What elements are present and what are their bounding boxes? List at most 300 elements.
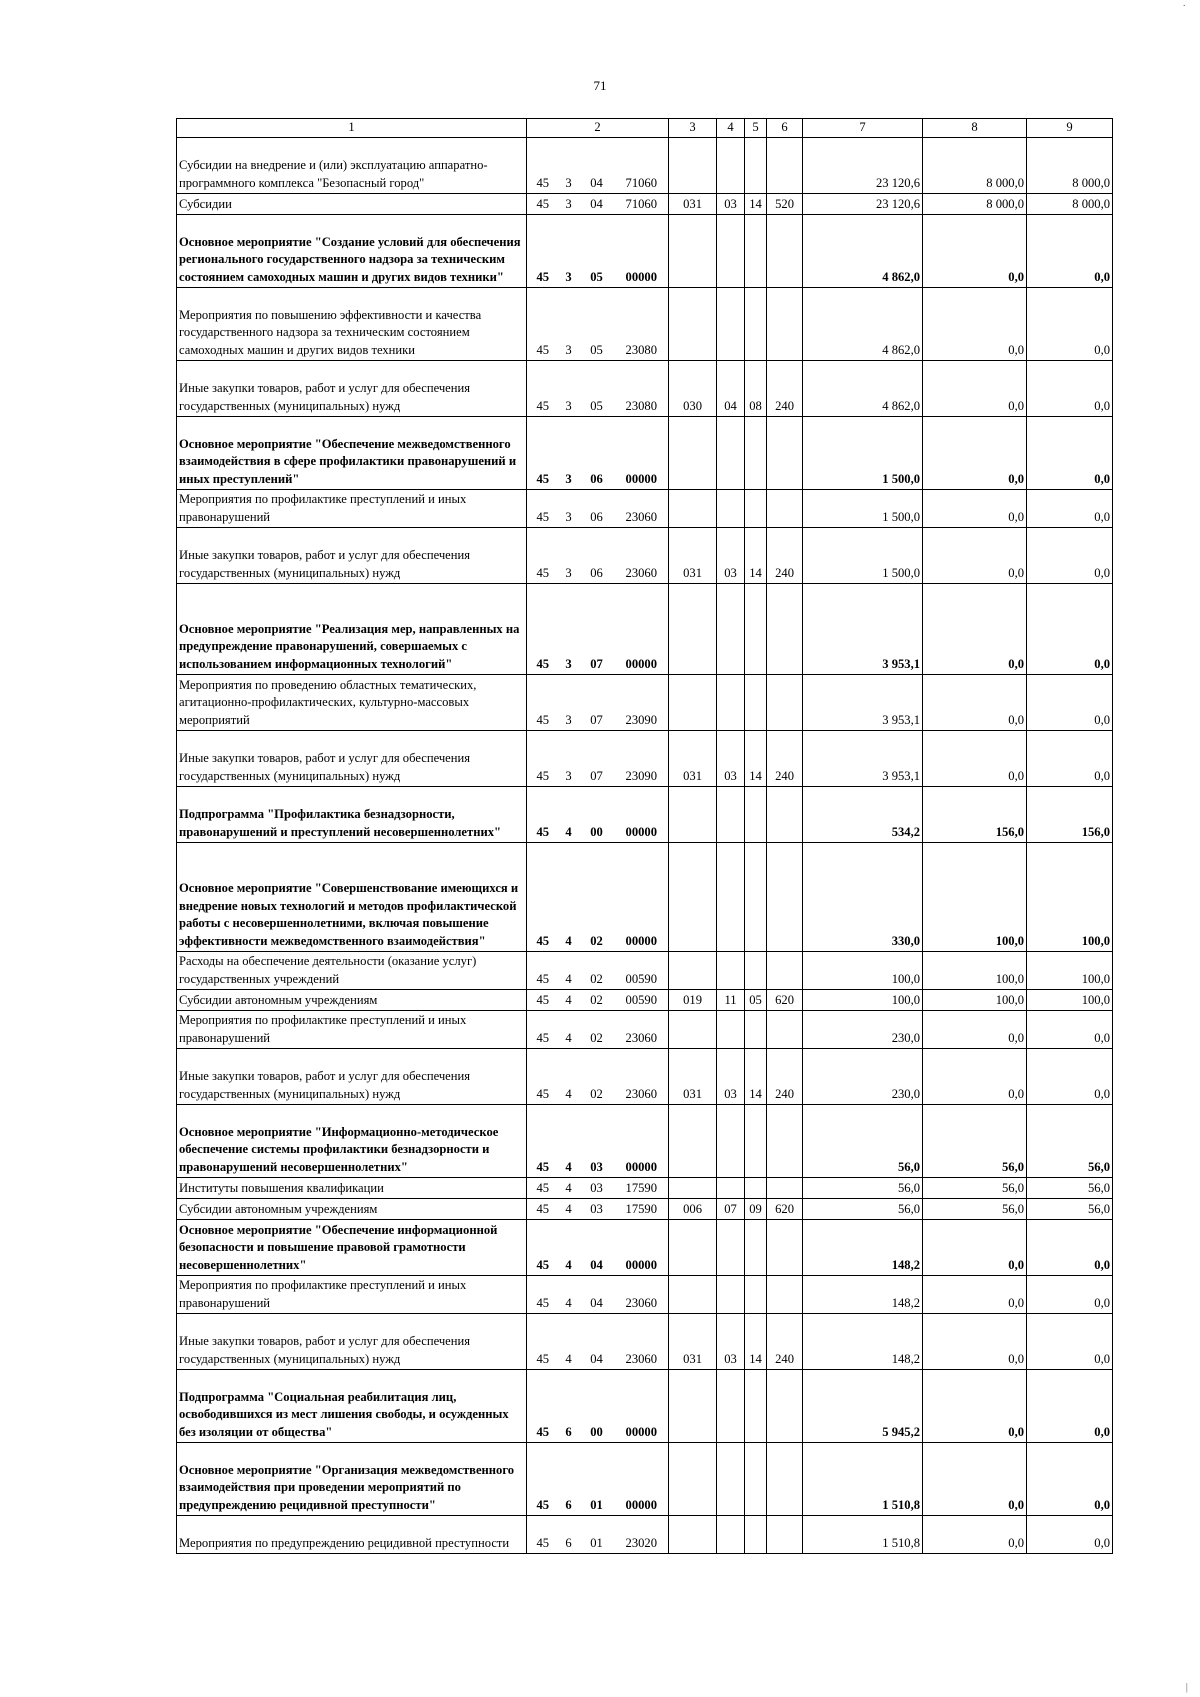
col-3-cell bbox=[669, 1010, 717, 1048]
header-cell: 2 bbox=[527, 119, 669, 138]
col-7-value: 23 120,6 bbox=[803, 193, 923, 214]
row-name: Основное мероприятие "Совершенствование имеющихся и внедрение новых технологий и методов профилактической работы с несовершеннолетними, включая повышение эффективности межведомственного взаимодействия" bbox=[177, 842, 527, 951]
col-9-value: 0,0 bbox=[1027, 1442, 1113, 1515]
col-6-cell bbox=[767, 842, 803, 951]
col-3-cell bbox=[669, 214, 717, 287]
code-program-cell: 45 bbox=[527, 989, 559, 1010]
col-5-cell bbox=[745, 583, 767, 674]
table-row bbox=[177, 583, 1113, 674]
col-6-cell: 240 bbox=[767, 1048, 803, 1104]
code-direction-cell: 00000 bbox=[615, 842, 669, 951]
col-7-value: 23 120,6 bbox=[803, 137, 923, 193]
code-event-cell: 06 bbox=[579, 416, 615, 489]
col-7-value: 5 945,2 bbox=[803, 1369, 923, 1442]
table-row bbox=[177, 193, 1113, 214]
code-program-cell: 45 bbox=[527, 1515, 559, 1553]
code-direction-cell: 00000 bbox=[615, 1104, 669, 1177]
col-3-cell bbox=[669, 1442, 717, 1515]
col-6-cell bbox=[767, 1515, 803, 1553]
table-row bbox=[177, 416, 1113, 489]
code-event-cell: 02 bbox=[579, 989, 615, 1010]
col-6-cell bbox=[767, 489, 803, 527]
row-name: Основное мероприятие "Обеспечение межведомственного взаимодействия в сфере профилактики правонарушений и иных преступлений" bbox=[177, 416, 527, 489]
col-4-cell bbox=[717, 1177, 745, 1198]
col-4-cell: 03 bbox=[717, 1313, 745, 1369]
col-6-cell bbox=[767, 1177, 803, 1198]
code-subprogram-cell: 4 bbox=[559, 951, 579, 989]
code-program-cell: 45 bbox=[527, 1275, 559, 1313]
col-5-cell bbox=[745, 214, 767, 287]
col-4-cell: 04 bbox=[717, 360, 745, 416]
table-row bbox=[177, 674, 1113, 730]
col-7-value: 4 862,0 bbox=[803, 360, 923, 416]
table-row bbox=[177, 1369, 1113, 1442]
col-4-cell bbox=[717, 583, 745, 674]
table-row bbox=[177, 1177, 1113, 1198]
col-3-cell: 031 bbox=[669, 527, 717, 583]
col-9-value: 56,0 bbox=[1027, 1198, 1113, 1219]
row-name: Иные закупки товаров, работ и услуг для обеспечения государственных (муниципальных) нужд bbox=[177, 527, 527, 583]
col-9-value: 0,0 bbox=[1027, 1275, 1113, 1313]
header-cell: 5 bbox=[745, 119, 767, 138]
table-row bbox=[177, 1442, 1113, 1515]
col-9-value: 0,0 bbox=[1027, 527, 1113, 583]
code-subprogram-cell: 3 bbox=[559, 489, 579, 527]
header-cell: 6 bbox=[767, 119, 803, 138]
code-event-cell: 03 bbox=[579, 1198, 615, 1219]
row-name: Мероприятия по повышению эффективности и качества государственного надзора за техническим состоянием самоходных машин и других видов техники bbox=[177, 287, 527, 360]
col-4-cell bbox=[717, 1275, 745, 1313]
header-cell: 1 bbox=[177, 119, 527, 138]
code-subprogram-cell: 3 bbox=[559, 730, 579, 786]
row-name: Институты повышения квалификации bbox=[177, 1177, 527, 1198]
col-5-cell bbox=[745, 1442, 767, 1515]
code-direction-cell: 00000 bbox=[615, 1369, 669, 1442]
col-4-cell bbox=[717, 1010, 745, 1048]
row-name: Мероприятия по проведению областных тематических, агитационно-профилактических, культурно-массовых мероприятий bbox=[177, 674, 527, 730]
code-event-cell: 07 bbox=[579, 583, 615, 674]
col-3-cell bbox=[669, 1177, 717, 1198]
code-direction-cell: 00000 bbox=[615, 214, 669, 287]
col-3-cell: 030 bbox=[669, 360, 717, 416]
col-7-value: 100,0 bbox=[803, 989, 923, 1010]
table-row bbox=[177, 989, 1113, 1010]
code-event-cell: 00 bbox=[579, 786, 615, 842]
header-cell: 8 bbox=[923, 119, 1027, 138]
code-event-cell: 04 bbox=[579, 193, 615, 214]
row-name: Иные закупки товаров, работ и услуг для обеспечения государственных (муниципальных) нужд bbox=[177, 1313, 527, 1369]
code-direction-cell: 23060 bbox=[615, 1010, 669, 1048]
col-3-cell bbox=[669, 489, 717, 527]
col-7-value: 56,0 bbox=[803, 1177, 923, 1198]
code-direction-cell: 00000 bbox=[615, 583, 669, 674]
table-row bbox=[177, 527, 1113, 583]
table-body bbox=[177, 119, 1113, 1554]
col-6-cell bbox=[767, 674, 803, 730]
col-7-value: 230,0 bbox=[803, 1048, 923, 1104]
col-8-value: 0,0 bbox=[923, 1515, 1027, 1553]
col-9-value: 100,0 bbox=[1027, 989, 1113, 1010]
col-6-cell bbox=[767, 1369, 803, 1442]
col-8-value: 100,0 bbox=[923, 989, 1027, 1010]
col-7-value: 56,0 bbox=[803, 1104, 923, 1177]
col-8-value: 8 000,0 bbox=[923, 137, 1027, 193]
col-7-value: 100,0 bbox=[803, 951, 923, 989]
col-3-cell bbox=[669, 786, 717, 842]
col-3-cell: 019 bbox=[669, 989, 717, 1010]
code-program-cell: 45 bbox=[527, 1048, 559, 1104]
row-name: Основное мероприятие "Обеспечение информационной безопасности и повышение правовой грамотности несовершеннолетних" bbox=[177, 1219, 527, 1275]
col-8-value: 56,0 bbox=[923, 1177, 1027, 1198]
col-5-cell bbox=[745, 786, 767, 842]
col-3-cell bbox=[669, 1275, 717, 1313]
col-7-value: 1 500,0 bbox=[803, 527, 923, 583]
col-3-cell bbox=[669, 583, 717, 674]
row-name: Мероприятия по профилактике преступлений и иных правонарушений bbox=[177, 1275, 527, 1313]
col-6-cell: 240 bbox=[767, 360, 803, 416]
table-row bbox=[177, 1104, 1113, 1177]
table-row bbox=[177, 786, 1113, 842]
col-5-cell bbox=[745, 842, 767, 951]
col-8-value: 0,0 bbox=[923, 730, 1027, 786]
col-6-cell bbox=[767, 1010, 803, 1048]
row-name: Мероприятия по профилактике преступлений и иных правонарушений bbox=[177, 489, 527, 527]
col-8-value: 0,0 bbox=[923, 1442, 1027, 1515]
col-6-cell bbox=[767, 1219, 803, 1275]
code-event-cell: 01 bbox=[579, 1515, 615, 1553]
col-6-cell: 620 bbox=[767, 1198, 803, 1219]
col-3-cell bbox=[669, 287, 717, 360]
code-event-cell: 04 bbox=[579, 1219, 615, 1275]
code-subprogram-cell: 4 bbox=[559, 1219, 579, 1275]
col-3-cell bbox=[669, 1369, 717, 1442]
code-subprogram-cell: 3 bbox=[559, 214, 579, 287]
col-5-cell: 08 bbox=[745, 360, 767, 416]
table-row bbox=[177, 1275, 1113, 1313]
table-row bbox=[177, 1198, 1113, 1219]
code-direction-cell: 00590 bbox=[615, 989, 669, 1010]
col-9-value: 0,0 bbox=[1027, 1515, 1113, 1553]
col-4-cell bbox=[717, 214, 745, 287]
col-4-cell bbox=[717, 1442, 745, 1515]
col-7-value: 230,0 bbox=[803, 1010, 923, 1048]
code-subprogram-cell: 4 bbox=[559, 842, 579, 951]
row-name: Основное мероприятие "Информационно-методическое обеспечение системы профилактики безнадзорности и правонарушений несовершеннолетних" bbox=[177, 1104, 527, 1177]
row-name: Подпрограмма "Социальная реабилитация лиц, освободившихся из мест лишения свободы, и осужденных без изоляции от общества" bbox=[177, 1369, 527, 1442]
col-5-cell bbox=[745, 489, 767, 527]
code-program-cell: 45 bbox=[527, 1219, 559, 1275]
col-5-cell bbox=[745, 951, 767, 989]
table-row bbox=[177, 489, 1113, 527]
col-9-value: 0,0 bbox=[1027, 214, 1113, 287]
col-8-value: 0,0 bbox=[923, 1219, 1027, 1275]
col-6-cell: 240 bbox=[767, 1313, 803, 1369]
col-7-value: 1 510,8 bbox=[803, 1442, 923, 1515]
col-8-value: 0,0 bbox=[923, 1369, 1027, 1442]
col-5-cell bbox=[745, 137, 767, 193]
header-cell: 3 bbox=[669, 119, 717, 138]
col-8-value: 56,0 bbox=[923, 1104, 1027, 1177]
col-6-cell bbox=[767, 786, 803, 842]
col-7-value: 148,2 bbox=[803, 1313, 923, 1369]
col-5-cell bbox=[745, 1369, 767, 1442]
code-subprogram-cell: 4 bbox=[559, 1010, 579, 1048]
col-6-cell bbox=[767, 416, 803, 489]
col-8-value: 8 000,0 bbox=[923, 193, 1027, 214]
col-3-cell bbox=[669, 1515, 717, 1553]
col-4-cell: 07 bbox=[717, 1198, 745, 1219]
col-5-cell: 14 bbox=[745, 193, 767, 214]
col-5-cell bbox=[745, 1177, 767, 1198]
row-name: Мероприятия по предупреждению рецидивной преступности bbox=[177, 1515, 527, 1553]
code-event-cell: 03 bbox=[579, 1104, 615, 1177]
code-subprogram-cell: 4 bbox=[559, 1313, 579, 1369]
code-direction-cell: 23090 bbox=[615, 730, 669, 786]
col-6-cell bbox=[767, 951, 803, 989]
header-cell: 9 bbox=[1027, 119, 1113, 138]
col-5-cell bbox=[745, 1010, 767, 1048]
code-program-cell: 45 bbox=[527, 287, 559, 360]
code-subprogram-cell: 6 bbox=[559, 1515, 579, 1553]
code-subprogram-cell: 3 bbox=[559, 137, 579, 193]
col-9-value: 0,0 bbox=[1027, 1010, 1113, 1048]
code-event-cell: 06 bbox=[579, 527, 615, 583]
col-8-value: 156,0 bbox=[923, 786, 1027, 842]
table-row bbox=[177, 842, 1113, 951]
code-program-cell: 45 bbox=[527, 1177, 559, 1198]
col-3-cell: 031 bbox=[669, 1313, 717, 1369]
col-3-cell: 031 bbox=[669, 730, 717, 786]
col-4-cell: 03 bbox=[717, 1048, 745, 1104]
table-row bbox=[177, 137, 1113, 193]
code-event-cell: 05 bbox=[579, 214, 615, 287]
code-direction-cell: 23080 bbox=[615, 360, 669, 416]
col-4-cell bbox=[717, 1219, 745, 1275]
code-subprogram-cell: 3 bbox=[559, 416, 579, 489]
col-6-cell: 620 bbox=[767, 989, 803, 1010]
col-3-cell bbox=[669, 1104, 717, 1177]
code-program-cell: 45 bbox=[527, 730, 559, 786]
col-7-value: 330,0 bbox=[803, 842, 923, 951]
code-direction-cell: 00000 bbox=[615, 786, 669, 842]
col-4-cell bbox=[717, 951, 745, 989]
code-direction-cell: 17590 bbox=[615, 1198, 669, 1219]
code-direction-cell: 71060 bbox=[615, 137, 669, 193]
col-6-cell bbox=[767, 137, 803, 193]
col-8-value: 0,0 bbox=[923, 1275, 1027, 1313]
code-direction-cell: 23060 bbox=[615, 1048, 669, 1104]
code-direction-cell: 23090 bbox=[615, 674, 669, 730]
col-7-value: 1 500,0 bbox=[803, 489, 923, 527]
col-7-value: 3 953,1 bbox=[803, 583, 923, 674]
col-4-cell bbox=[717, 786, 745, 842]
col-7-value: 4 862,0 bbox=[803, 214, 923, 287]
code-program-cell: 45 bbox=[527, 1313, 559, 1369]
header-cell: 7 bbox=[803, 119, 923, 138]
col-9-value: 0,0 bbox=[1027, 416, 1113, 489]
code-direction-cell: 23020 bbox=[615, 1515, 669, 1553]
col-7-value: 56,0 bbox=[803, 1198, 923, 1219]
code-program-cell: 45 bbox=[527, 360, 559, 416]
code-program-cell: 45 bbox=[527, 786, 559, 842]
code-event-cell: 06 bbox=[579, 489, 615, 527]
col-9-value: 100,0 bbox=[1027, 842, 1113, 951]
code-event-cell: 01 bbox=[579, 1442, 615, 1515]
code-subprogram-cell: 4 bbox=[559, 1198, 579, 1219]
budget-table bbox=[176, 118, 1113, 1554]
col-4-cell bbox=[717, 416, 745, 489]
code-program-cell: 45 bbox=[527, 214, 559, 287]
code-program-cell: 45 bbox=[527, 1198, 559, 1219]
col-9-value: 56,0 bbox=[1027, 1104, 1113, 1177]
row-name: Мероприятия по профилактике преступлений и иных правонарушений bbox=[177, 1010, 527, 1048]
col-6-cell: 240 bbox=[767, 527, 803, 583]
code-subprogram-cell: 6 bbox=[559, 1442, 579, 1515]
col-8-value: 0,0 bbox=[923, 287, 1027, 360]
row-name: Расходы на обеспечение деятельности (оказание услуг) государственных учреждений bbox=[177, 951, 527, 989]
code-subprogram-cell: 4 bbox=[559, 786, 579, 842]
col-5-cell bbox=[745, 674, 767, 730]
col-9-value: 8 000,0 bbox=[1027, 137, 1113, 193]
code-event-cell: 05 bbox=[579, 287, 615, 360]
col-8-value: 0,0 bbox=[923, 360, 1027, 416]
row-name: Основное мероприятие "Организация межведомственного взаимодействия при проведении мероприятий по предупреждению рецидивной преступности" bbox=[177, 1442, 527, 1515]
col-8-value: 0,0 bbox=[923, 1048, 1027, 1104]
code-event-cell: 07 bbox=[579, 730, 615, 786]
code-program-cell: 45 bbox=[527, 674, 559, 730]
col-5-cell bbox=[745, 1219, 767, 1275]
page-number: 71 bbox=[593, 78, 607, 93]
col-5-cell bbox=[745, 1275, 767, 1313]
col-4-cell bbox=[717, 137, 745, 193]
table-row bbox=[177, 1048, 1113, 1104]
col-4-cell bbox=[717, 489, 745, 527]
code-event-cell: 02 bbox=[579, 1010, 615, 1048]
code-direction-cell: 23060 bbox=[615, 1313, 669, 1369]
col-5-cell: 14 bbox=[745, 1048, 767, 1104]
col-3-cell bbox=[669, 137, 717, 193]
code-event-cell: 07 bbox=[579, 674, 615, 730]
code-direction-cell: 17590 bbox=[615, 1177, 669, 1198]
scan-mark: | bbox=[1185, 1681, 1188, 1693]
code-event-cell: 00 bbox=[579, 1369, 615, 1442]
code-event-cell: 05 bbox=[579, 360, 615, 416]
col-9-value: 0,0 bbox=[1027, 1313, 1113, 1369]
col-6-cell bbox=[767, 1275, 803, 1313]
code-subprogram-cell: 4 bbox=[559, 1275, 579, 1313]
col-9-value: 0,0 bbox=[1027, 1369, 1113, 1442]
col-5-cell: 14 bbox=[745, 527, 767, 583]
col-5-cell: 14 bbox=[745, 1313, 767, 1369]
code-event-cell: 04 bbox=[579, 1313, 615, 1369]
col-3-cell bbox=[669, 1219, 717, 1275]
col-8-value: 0,0 bbox=[923, 527, 1027, 583]
code-subprogram-cell: 4 bbox=[559, 1104, 579, 1177]
code-program-cell: 45 bbox=[527, 527, 559, 583]
col-5-cell bbox=[745, 416, 767, 489]
code-direction-cell: 00000 bbox=[615, 1442, 669, 1515]
code-direction-cell: 23060 bbox=[615, 489, 669, 527]
code-direction-cell: 23060 bbox=[615, 1275, 669, 1313]
col-5-cell: 14 bbox=[745, 730, 767, 786]
col-4-cell bbox=[717, 1369, 745, 1442]
col-4-cell bbox=[717, 674, 745, 730]
col-8-value: 0,0 bbox=[923, 1010, 1027, 1048]
code-event-cell: 02 bbox=[579, 1048, 615, 1104]
row-name: Основное мероприятие "Реализация мер, направленных на предупреждение правонарушений, совершаемых с использованием информационных технологий" bbox=[177, 583, 527, 674]
table-row bbox=[177, 214, 1113, 287]
code-program-cell: 45 bbox=[527, 583, 559, 674]
code-program-cell: 45 bbox=[527, 1104, 559, 1177]
code-direction-cell: 00000 bbox=[615, 1219, 669, 1275]
code-program-cell: 45 bbox=[527, 193, 559, 214]
table-row bbox=[177, 1515, 1113, 1553]
code-program-cell: 45 bbox=[527, 416, 559, 489]
col-3-cell: 031 bbox=[669, 1048, 717, 1104]
col-3-cell bbox=[669, 416, 717, 489]
row-name: Субсидии на внедрение и (или) эксплуатацию аппаратно-программного комплекса "Безопасный город" bbox=[177, 137, 527, 193]
table-row bbox=[177, 1313, 1113, 1369]
code-program-cell: 45 bbox=[527, 137, 559, 193]
table-row bbox=[177, 360, 1113, 416]
col-4-cell: 03 bbox=[717, 730, 745, 786]
col-7-value: 1 510,8 bbox=[803, 1515, 923, 1553]
code-subprogram-cell: 4 bbox=[559, 1177, 579, 1198]
col-9-value: 8 000,0 bbox=[1027, 193, 1113, 214]
col-6-cell bbox=[767, 1104, 803, 1177]
code-program-cell: 45 bbox=[527, 489, 559, 527]
col-8-value: 0,0 bbox=[923, 674, 1027, 730]
col-4-cell bbox=[717, 1104, 745, 1177]
table-row bbox=[177, 951, 1113, 989]
col-9-value: 156,0 bbox=[1027, 786, 1113, 842]
col-9-value: 0,0 bbox=[1027, 489, 1113, 527]
col-8-value: 0,0 bbox=[923, 583, 1027, 674]
col-3-cell: 031 bbox=[669, 193, 717, 214]
col-7-value: 148,2 bbox=[803, 1275, 923, 1313]
col-5-cell: 05 bbox=[745, 989, 767, 1010]
row-name: Субсидии автономным учреждениям bbox=[177, 1198, 527, 1219]
col-8-value: 56,0 bbox=[923, 1198, 1027, 1219]
code-direction-cell: 23060 bbox=[615, 527, 669, 583]
col-6-cell bbox=[767, 214, 803, 287]
table-row bbox=[177, 1010, 1113, 1048]
col-4-cell bbox=[717, 1515, 745, 1553]
code-event-cell: 02 bbox=[579, 951, 615, 989]
col-4-cell bbox=[717, 287, 745, 360]
code-subprogram-cell: 3 bbox=[559, 527, 579, 583]
col-5-cell bbox=[745, 1515, 767, 1553]
code-direction-cell: 00590 bbox=[615, 951, 669, 989]
code-program-cell: 45 bbox=[527, 1369, 559, 1442]
code-subprogram-cell: 4 bbox=[559, 1048, 579, 1104]
code-event-cell: 02 bbox=[579, 842, 615, 951]
col-4-cell: 03 bbox=[717, 193, 745, 214]
col-9-value: 0,0 bbox=[1027, 1048, 1113, 1104]
row-name: Подпрограмма "Профилактика безнадзорности, правонарушений и преступлений несовершеннолетних" bbox=[177, 786, 527, 842]
col-6-cell: 240 bbox=[767, 730, 803, 786]
col-7-value: 1 500,0 bbox=[803, 416, 923, 489]
col-5-cell: 09 bbox=[745, 1198, 767, 1219]
table-row bbox=[177, 1219, 1113, 1275]
col-9-value: 0,0 bbox=[1027, 583, 1113, 674]
row-name: Иные закупки товаров, работ и услуг для обеспечения государственных (муниципальных) нужд bbox=[177, 1048, 527, 1104]
col-4-cell: 03 bbox=[717, 527, 745, 583]
header-row bbox=[177, 119, 1113, 138]
col-7-value: 148,2 bbox=[803, 1219, 923, 1275]
code-subprogram-cell: 3 bbox=[559, 287, 579, 360]
table-row bbox=[177, 730, 1113, 786]
